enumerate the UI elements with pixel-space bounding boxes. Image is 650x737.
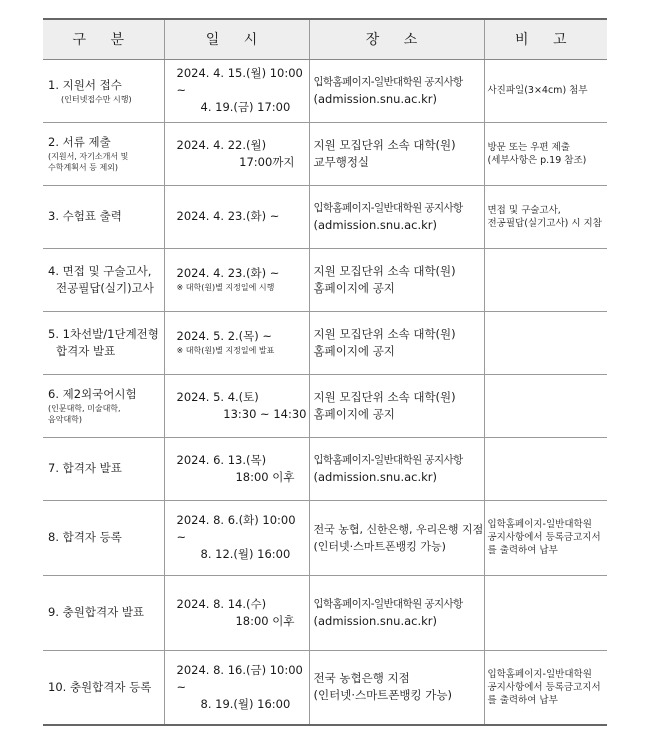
- remark-line: 공지사항에서 등록금고지서: [487, 681, 601, 693]
- remark-line: 전공필답(실기고사) 시 지참: [487, 217, 602, 229]
- date-note: ※ 대학(원)별 지정일에 시행: [176, 283, 275, 292]
- remark-cell: [484, 185, 607, 248]
- place-cell: [309, 59, 484, 122]
- place-cell: [309, 650, 484, 725]
- category-cell: [43, 122, 164, 185]
- schedule-table-wrapper: [43, 18, 607, 726]
- date-cell: [164, 437, 309, 500]
- remark-line: 입학홈페이지-일반대학원: [487, 668, 592, 680]
- category-cell: [43, 575, 164, 650]
- place-line: 홈페이지에 공지: [313, 406, 395, 421]
- date-cell: [164, 311, 309, 374]
- category-label: 6. 제2외국어시험: [48, 387, 137, 401]
- date-line: 2024. 5. 2.(목) ~: [176, 329, 273, 343]
- place-cell: [309, 575, 484, 650]
- table-row: [43, 59, 607, 122]
- date-cell: [164, 500, 309, 575]
- category-cell: [43, 500, 164, 575]
- remark-cell: [484, 122, 607, 185]
- place-line: 홈페이지에 공지: [313, 280, 395, 295]
- place-cell: [309, 122, 484, 185]
- remark-cell: [484, 575, 607, 650]
- date-line: 2024. 8. 6.(화) 10:00 ~: [176, 513, 296, 544]
- category-cell: [43, 437, 164, 500]
- date-line: 2024. 4. 23.(화) ~: [176, 266, 280, 280]
- date-line: 2024. 4. 22.(월): [176, 137, 267, 152]
- category-subnote: (인터넷접수만 시행): [61, 94, 132, 104]
- table-row: [43, 122, 607, 185]
- category-label: 10. 충원합격자 등록: [48, 679, 152, 694]
- remark-line: 를 출력하여 납부: [487, 545, 558, 556]
- category-cell: [43, 650, 164, 725]
- date-line: 17:00까지: [239, 154, 295, 169]
- place-line: 지원 모집단위 소속 대학(원): [313, 389, 456, 404]
- place-line: (admission.snu.ac.kr): [313, 217, 438, 232]
- place-cell: [309, 248, 484, 311]
- category-cell: [43, 185, 164, 248]
- remark-cell: [484, 500, 607, 575]
- table-row: [43, 311, 607, 374]
- place-cell: [309, 311, 484, 374]
- date-line: 2024. 5. 4.(토): [176, 389, 259, 404]
- remark-line: 공지사항에서 등록금고지서: [487, 532, 601, 543]
- place-line: (인터넷·스마트폰뱅킹 가능): [313, 539, 446, 553]
- category-subnote: 음악대학): [48, 415, 83, 424]
- category-cell: [43, 248, 164, 311]
- remark-line: 입학홈페이지-일반대학원: [487, 519, 592, 530]
- date-line: 2024. 8. 14.(수): [176, 596, 267, 611]
- place-cell: [309, 437, 484, 500]
- place-line: (admission.snu.ac.kr): [313, 469, 438, 484]
- date-line: 2024. 4. 15.(월) 10:00 ~: [176, 66, 303, 97]
- place-line: 교무행정실: [313, 154, 370, 169]
- table-row: [43, 650, 607, 725]
- category-label: 1. 지원서 접수: [48, 77, 122, 92]
- category-label: 합격자 발표: [56, 343, 116, 358]
- date-line: 2024. 4. 23.(화) ~: [176, 209, 280, 223]
- remark-cell: [484, 59, 607, 122]
- category-label: 4. 면접 및 구술고사,: [48, 263, 152, 278]
- place-line: 입학홈페이지-일반대학원 공지사항: [313, 597, 463, 610]
- category-cell: [43, 374, 164, 437]
- date-line: 18:00 이후: [235, 613, 295, 628]
- place-line: 입학홈페이지-일반대학원 공지사항: [313, 75, 463, 88]
- date-cell: [164, 185, 309, 248]
- date-line: 13:30 ~ 14:30: [223, 406, 307, 421]
- place-line: 전국 농협은행 지점: [313, 671, 410, 686]
- category-label: 3. 수험표 출력: [48, 209, 122, 223]
- date-note: ※ 대학(원)별 지정일에 발표: [176, 346, 275, 355]
- remark-line: 사진파일(3×4cm) 첨부: [487, 85, 588, 96]
- place-line: 전국 농협, 신한은행, 우리은행 지점: [313, 522, 484, 536]
- date-cell: [164, 374, 309, 437]
- place-line: 지원 모집단위 소속 대학(원): [313, 137, 456, 152]
- place-line: 지원 모집단위 소속 대학(원): [313, 326, 456, 341]
- admission-schedule-table: [43, 18, 607, 726]
- date-line: 8. 12.(월) 16:00: [200, 547, 291, 561]
- category-label: 전공필답(실기)고사: [56, 280, 154, 295]
- remark-line: 방문 또는 우편 제출: [487, 141, 570, 153]
- remark-cell: [484, 248, 607, 311]
- date-line: 18:00 이후: [235, 469, 295, 484]
- header-place: 장 소: [309, 19, 484, 59]
- date-cell: [164, 575, 309, 650]
- category-label: 7. 합격자 발표: [48, 461, 122, 475]
- remark-cell: [484, 437, 607, 500]
- category-label: 5. 1차선발/1단계전형: [48, 326, 159, 341]
- table-row: [43, 575, 607, 650]
- place-line: 입학홈페이지-일반대학원 공지사항: [313, 453, 463, 466]
- remark-line: 면접 및 구술고사,: [487, 204, 561, 216]
- category-label: 9. 충원합격자 발표: [48, 605, 145, 619]
- date-line: 8. 19.(월) 16:00: [200, 696, 291, 711]
- place-line: 홈페이지에 공지: [313, 343, 395, 358]
- category-label: 2. 서류 제출: [48, 135, 111, 149]
- date-line: 2024. 8. 16.(금) 10:00 ~: [176, 662, 303, 694]
- category-label: 8. 합격자 등록: [48, 530, 122, 544]
- header-date: 일 시: [164, 19, 309, 59]
- table-row: [43, 500, 607, 575]
- header-row: [43, 19, 607, 59]
- place-line: 지원 모집단위 소속 대학(원): [313, 263, 456, 278]
- table-row: [43, 248, 607, 311]
- table-row: [43, 437, 607, 500]
- place-line: (인터넷·스마트폰뱅킹 가능): [313, 688, 452, 703]
- category-cell: [43, 59, 164, 122]
- place-cell: [309, 500, 484, 575]
- place-line: (admission.snu.ac.kr): [313, 91, 438, 106]
- date-cell: [164, 650, 309, 725]
- category-subnote: (인문대학, 미술대학,: [48, 404, 121, 413]
- header-category: 구 분: [43, 19, 164, 59]
- remark-cell: [484, 650, 607, 725]
- table-row: [43, 185, 607, 248]
- category-subnote: (지원서, 자기소개서 및: [48, 152, 129, 161]
- place-line: 입학홈페이지-일반대학원 공지사항: [313, 201, 463, 214]
- date-line: 2024. 6. 13.(목): [176, 452, 267, 467]
- place-line: (admission.snu.ac.kr): [313, 613, 438, 628]
- date-cell: [164, 248, 309, 311]
- category-cell: [43, 311, 164, 374]
- place-cell: [309, 374, 484, 437]
- remark-cell: [484, 311, 607, 374]
- place-cell: [309, 185, 484, 248]
- remark-line: (세부사항은 p.19 참조): [487, 154, 587, 166]
- header-remark: 비 고: [484, 19, 607, 59]
- date-cell: [164, 59, 309, 122]
- date-line: 4. 19.(금) 17:00: [200, 100, 291, 114]
- table-row: [43, 374, 607, 437]
- date-cell: [164, 122, 309, 185]
- category-subnote: 수학계획서 등 제외): [48, 163, 119, 172]
- remark-line: 를 출력하여 납부: [487, 694, 558, 706]
- remark-cell: [484, 374, 607, 437]
